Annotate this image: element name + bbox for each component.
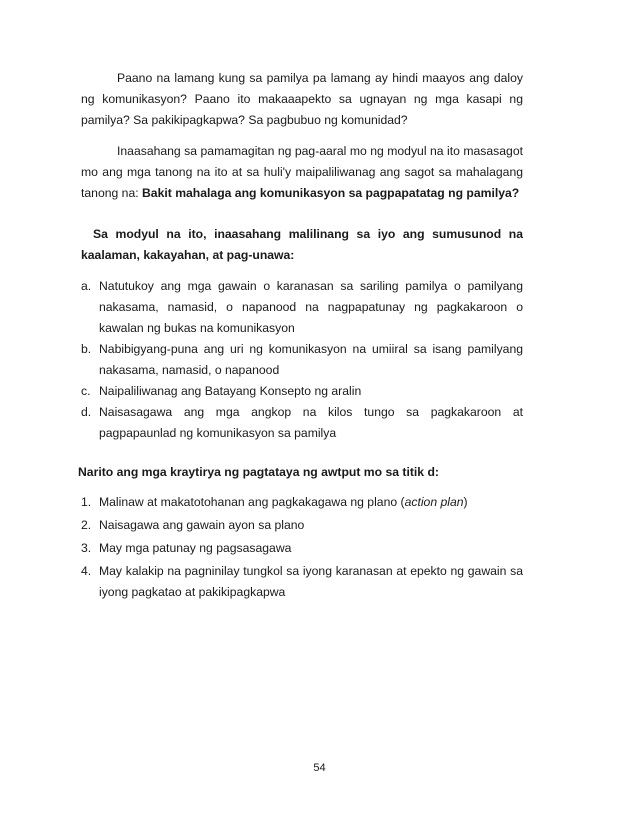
list-item — [81, 339, 523, 381]
list-item — [81, 538, 523, 559]
list-marker: 2. — [81, 518, 92, 532]
list-marker: c. — [81, 384, 91, 398]
list-marker: 3. — [81, 541, 92, 555]
list-marker: d. — [81, 405, 92, 419]
list-item — [81, 515, 523, 536]
list-item-text: May kalakip na pagninilay tungkol sa iyong karanasan at epekto ng gawain sa iyong pagkatao at pakikipagkapwa — [99, 564, 523, 599]
criteria-list — [81, 492, 523, 603]
list-item — [81, 381, 523, 402]
list-marker: 1. — [81, 495, 92, 509]
list-item-text: Nabibigyang-puna ang uri ng komunikasyon na umiiral sa isang pamilyang nakasama, namasid, o napanood — [99, 342, 523, 377]
key-question: Bakit mahalaga ang komunikasyon sa pagpapatatag ng pamilya? — [142, 186, 520, 200]
criteria-heading: Narito ang mga kraytirya ng pagtataya ng awtput mo sa titik d: — [78, 465, 439, 479]
list-item — [81, 492, 523, 513]
list-marker: b. — [81, 342, 92, 356]
list-item-text: Natutukoy ang mga gawain o karanasan sa sariling pamilya o pamilyang nakasama, namasid, o napanood na nagpapatunay ng pagkakaroon o kawalan ng bukas na komunikasyon — [99, 279, 523, 335]
list-item — [81, 402, 523, 444]
list-item — [81, 561, 523, 603]
expectation-text: Inaasahang sa pamamagitan ng pag-aaral mo ng modyul na ito masasagot mo ang mga tanong na ito at sa huli'y maipaliliwanag ang sagot sa mahalagang tanong na: — [81, 144, 523, 200]
page-number: 54 — [313, 762, 326, 774]
list-marker: 4. — [81, 564, 92, 578]
list-item-text: Naisagawa ang gawain ayon sa plano — [99, 518, 305, 532]
page-content — [78, 68, 523, 605]
objectives-intro: Sa modyul na ito, inaasahang malilinang sa iyo ang sumusunod na kaalaman, kakayahan, at pag-unawa: — [81, 227, 523, 262]
list-item-text: Malinaw at makatotohanan ang pagkakagawa ng plano ( — [99, 495, 405, 509]
list-marker: a. — [81, 279, 92, 293]
list-item-text: May mga patunay ng pagsasagawa — [99, 541, 292, 555]
italic-term: action plan — [404, 495, 464, 509]
list-item-text: Naisasagawa ang mga angkop na kilos tungo sa pagkakaroon at pagpapaunlad ng komunikasyon sa pamilya — [99, 405, 523, 440]
expectation-paragraph — [81, 141, 523, 204]
list-item-text-end: ) — [463, 495, 468, 509]
intro-paragraph: Paano na lamang kung sa pamilya pa lamang ay hindi maayos ang daloy ng komunikasyon? Paano ito makaaapekto sa ugnayan ng mga kasapi ng pamilya? Sa pakikipagkapwa? Sa pagbubuo ng komunidad? — [81, 71, 523, 127]
list-item — [81, 276, 523, 339]
list-item-text: Naipaliliwanag ang Batayang Konsepto ng aralin — [99, 384, 362, 398]
objectives-list — [81, 276, 523, 444]
